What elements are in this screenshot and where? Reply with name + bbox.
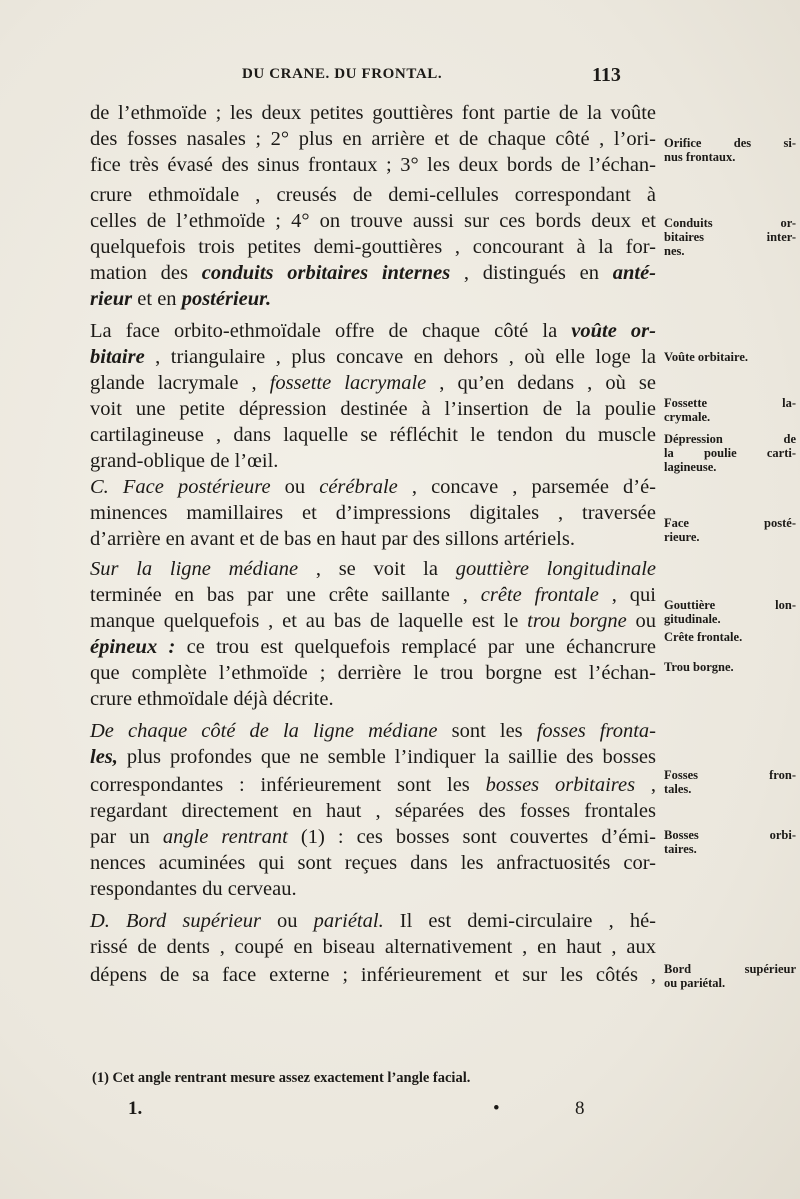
text-run: celles de l’ethmoïde ; 4° on trouve aussi sur ces bords deux et — [90, 210, 656, 232]
text-run: fossette lacrymale — [269, 372, 427, 394]
margin-note-line: lagineuse. — [664, 460, 717, 474]
margin-note-line: taires. — [664, 842, 697, 856]
page-header — [0, 66, 800, 90]
footnote: (1) Cet angle rentrant mesure assez exactement l’angle facial. — [92, 1070, 471, 1086]
text-run: quelquefois trois petites demi-gouttières , concourant à la for- — [90, 236, 656, 258]
text-run: ou — [626, 610, 657, 632]
text-run: que complète l’ethmoïde ; derrière le trou borgne est l’échan- — [90, 662, 656, 684]
text-run: Il est demi-circulaire , hé- — [383, 910, 656, 932]
text-run: , qu’en dedans , où se — [426, 372, 656, 394]
text-run: plus profondes que ne semble l’indiquer la saillie des bosses — [117, 746, 656, 768]
margin-note-line: Crête frontale. — [664, 630, 743, 644]
text-line — [90, 448, 656, 474]
text-line — [90, 660, 656, 686]
text-line — [90, 208, 656, 234]
text-run: , se voit la — [298, 558, 456, 580]
text-line — [90, 286, 656, 312]
text-run: De chaque côté de la ligne médiane — [90, 720, 438, 742]
margin-note-line: nus frontaux. — [664, 150, 736, 164]
text-line — [90, 686, 656, 712]
text-run: voûte or- — [571, 320, 656, 342]
text-line — [90, 962, 656, 988]
margin-note — [664, 432, 796, 474]
sheet-number: 8 — [575, 1098, 585, 1119]
text-line — [90, 798, 656, 824]
text-run: ou — [260, 910, 314, 932]
text-line — [90, 634, 656, 660]
margin-note-line: Orifice des si- — [664, 136, 796, 150]
text-run: gouttière longitudinale — [455, 558, 657, 580]
margin-note-line: gitudinale. — [664, 612, 721, 626]
text-run: voit une petite dépression destinée à l’insertion de la poulie — [90, 398, 656, 420]
text-line — [90, 396, 656, 422]
text-line — [90, 744, 656, 770]
text-run: épineux : — [90, 636, 176, 658]
text-line — [90, 152, 656, 178]
text-run: dépens de sa face externe ; inférieurement et sur les côtés , — [90, 964, 656, 986]
text-run: , qui — [598, 584, 656, 606]
text-run: ce trou est quelquefois remplacé par une échancrure — [175, 636, 656, 658]
signature-mark: 1. — [128, 1098, 143, 1119]
text-line — [90, 824, 656, 850]
text-line — [90, 850, 656, 876]
text-run: d’arrière en avant et de bas en haut par des sillons artériels. — [90, 528, 575, 550]
text-line — [90, 370, 656, 396]
text-run: et en — [132, 288, 182, 310]
text-run: cérébrale — [319, 476, 398, 498]
text-run: par un — [90, 826, 163, 848]
text-run: , triangulaire , plus concave en dehors , où elle loge la — [144, 346, 656, 368]
margin-note — [664, 136, 796, 164]
margin-note-line: Fosses fron- — [664, 768, 796, 782]
text-line — [90, 100, 656, 126]
sheet-dot: • — [493, 1098, 500, 1119]
text-run: regardant directement en haut , séparées des fosses frontales — [90, 800, 656, 822]
margin-note — [664, 630, 796, 644]
margin-note-line: Gouttière lon- — [664, 598, 796, 612]
text-run: conduits orbitaires internes — [201, 262, 451, 284]
text-line — [90, 934, 656, 960]
text-run: , concave , parsemée d’é- — [397, 476, 656, 498]
text-run: bitaire — [90, 346, 145, 368]
text-run: glande lacrymale , — [90, 372, 270, 394]
margin-note-line: crymale. — [664, 410, 711, 424]
text-run: nences acuminées qui sont reçues dans les anfractuosités cor- — [90, 852, 656, 874]
text-run: La face orbito-ethmoïdale offre de chaque côté la — [90, 320, 572, 342]
text-run: correspondantes : inférieurement sont les — [90, 774, 486, 796]
margin-note-line: ou pariétal. — [664, 976, 726, 990]
text-run: de l’ethmoïde ; les deux petites gouttières font partie de la voûte — [90, 102, 656, 124]
margin-note — [664, 216, 796, 258]
text-run: ou — [270, 476, 320, 498]
margin-note-line: Face posté- — [664, 516, 796, 530]
text-line — [90, 772, 656, 798]
text-run: sont les — [437, 720, 537, 742]
running-head: DU CRANE. DU FRONTAL. — [242, 66, 443, 82]
text-run: crure ethmoïdale , creusés de demi-cellules correspondant à — [90, 184, 656, 206]
text-run: angle rentrant — [162, 826, 288, 848]
text-run: manque quelquefois , et au bas de laquelle est le — [90, 610, 528, 632]
text-run: trou borgne — [527, 610, 627, 632]
text-run: respondantes du cerveau. — [90, 878, 297, 900]
text-line — [90, 556, 656, 582]
text-line — [90, 718, 656, 744]
text-line — [90, 474, 656, 500]
text-line — [90, 182, 656, 208]
margin-note — [664, 660, 796, 674]
text-line — [90, 260, 656, 286]
margin-note — [664, 396, 796, 424]
text-run: rieur — [90, 288, 133, 310]
margin-note-line: Dépression de — [664, 432, 796, 446]
margin-note — [664, 828, 796, 856]
margin-note-line: rieure. — [664, 530, 700, 544]
text-run: Sur la ligne médiane — [90, 558, 299, 580]
margin-note-line: tales. — [664, 782, 692, 796]
margin-note — [664, 350, 796, 364]
text-run: , — [635, 774, 657, 796]
margin-note — [664, 768, 796, 796]
text-run: des fosses nasales ; 2° plus en arrière et de chaque côté , l’ori- — [90, 128, 656, 150]
text-line — [90, 344, 656, 370]
text-run: D. Bord supérieur — [90, 910, 261, 932]
margin-note-line: Bord supérieur — [664, 962, 796, 976]
page-number: 113 — [592, 64, 621, 86]
text-line — [90, 500, 656, 526]
margin-note-line: nes. — [664, 244, 685, 258]
margin-note-line: Voûte orbitaire. — [664, 350, 749, 364]
text-run: anté- — [612, 262, 656, 284]
text-line — [90, 126, 656, 152]
text-run: cartilagineuse , dans laquelle se réfléchit le tendon du muscle — [90, 424, 656, 446]
text-run: fosses fronta- — [536, 720, 656, 742]
text-line — [90, 908, 656, 934]
text-line — [90, 318, 656, 344]
text-run: crure ethmoïdale déjà décrite. — [90, 688, 334, 710]
text-line — [90, 582, 656, 608]
margin-note-line: Bosses orbi- — [664, 828, 796, 842]
text-run: bosses orbitaires — [485, 774, 636, 796]
text-line — [90, 876, 656, 902]
text-run: postérieur. — [181, 288, 272, 310]
text-run: , distingués en — [450, 262, 613, 284]
margin-note-line: Trou borgne. — [664, 660, 734, 674]
margin-note-line: la poulie carti- — [664, 446, 796, 460]
text-line — [90, 526, 656, 552]
text-run: pariétal. — [313, 910, 384, 932]
text-run: crête frontale — [480, 584, 599, 606]
margin-note — [664, 516, 796, 544]
text-run: rissé de dents , coupé en biseau alternativement , en haut , aux — [90, 936, 656, 958]
text-run: grand-oblique de l’œil. — [90, 450, 279, 472]
text-run: les, — [90, 746, 118, 768]
text-run: mation des — [90, 262, 202, 284]
text-run: minences mamillaires et d’impressions digitales , traversée — [90, 502, 656, 524]
margin-note-line: Fossette la- — [664, 396, 796, 410]
text-run: fice très évasé des sinus frontaux ; 3° les deux bords de l’échan- — [90, 154, 656, 176]
text-run: terminée en bas par une crête saillante , — [90, 584, 481, 606]
text-run: (1) : ces bosses sont couvertes d’émi- — [287, 826, 656, 848]
text-line — [90, 422, 656, 448]
text-line — [90, 234, 656, 260]
margin-note — [664, 598, 796, 626]
margin-note-line: Conduits or- — [664, 216, 796, 230]
margin-note — [664, 962, 796, 990]
text-line — [90, 608, 656, 634]
margin-note-line: bitaires inter- — [664, 230, 796, 244]
text-run: C. Face postérieure — [90, 476, 271, 498]
